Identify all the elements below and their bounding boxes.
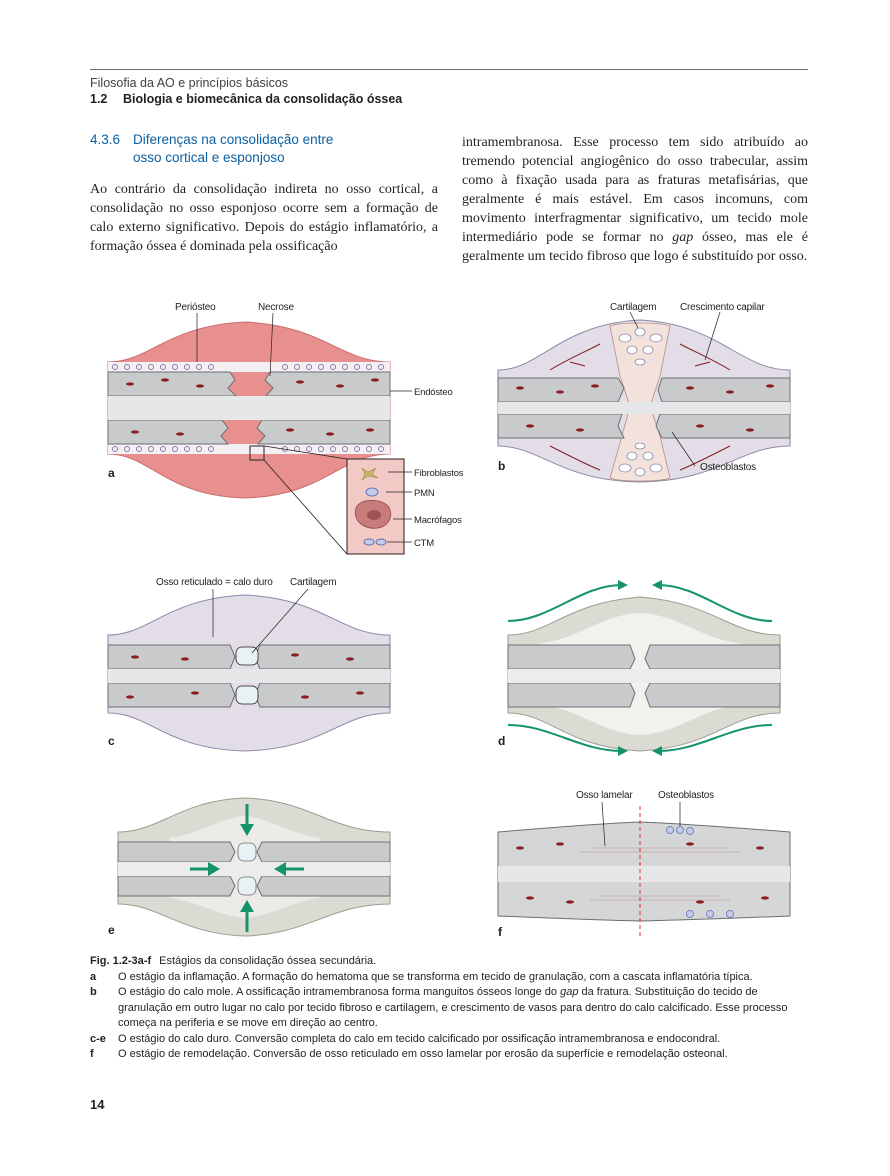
body-column-left: Ao contrário da consolidação indireta no osso cortical, a consolidação no osso esponjoso ocorre sem a formação de calo externo significativo. Depois do estágio inflamatório, a formação óssea é dominada pela ossificação bbox=[90, 182, 438, 254]
pmn-cell bbox=[366, 488, 378, 496]
cortex-right-top bbox=[658, 378, 790, 402]
caption-key-ce: c-e bbox=[90, 1032, 106, 1045]
cortex-right-bottom bbox=[656, 414, 790, 438]
body-text-part1: intramembranosa. Esse processo tem sido atribuído ao tremendo potencial angiogênico do osso trabecular, assim como à fixação usada para as fraturas metafisárias, que geralmente é mais estável. Em casos incomuns, com movimento interfragmentar significativo, um tecido mole intermediário pode se formar no bbox=[462, 135, 808, 245]
body-text-gap-term: gap bbox=[672, 230, 694, 245]
ctm-cell-2 bbox=[376, 539, 386, 545]
cortex-left-bottom bbox=[508, 683, 635, 707]
caption-fig-label: Fig. 1.2-3a-f bbox=[90, 955, 152, 967]
panel-e-consolidation-diagram bbox=[90, 794, 430, 940]
label-endosteo: Endósteo bbox=[414, 387, 453, 398]
medullary-canal bbox=[498, 866, 790, 882]
panel-e-letter: e bbox=[108, 923, 115, 937]
cortex-left-bottom bbox=[498, 414, 624, 438]
caption-row-f bbox=[90, 1047, 810, 1063]
cortex-left-bottom bbox=[108, 420, 228, 444]
panel-f-letter: f bbox=[498, 925, 502, 939]
cortex-left-top bbox=[108, 645, 235, 669]
cortex-left-top bbox=[508, 645, 635, 669]
cortex-left-bottom bbox=[118, 876, 235, 896]
label-osso-lamelar: Osso lamelar bbox=[576, 790, 633, 801]
label-fibroblastos: Fibroblastos bbox=[414, 468, 464, 479]
cortex-right-top bbox=[255, 645, 390, 669]
caption-text-b-part1: O estágio do calo mole. A ossificação intramembranosa forma manguitos ósseos longe do bbox=[118, 986, 561, 998]
label-osso-reticulado: Osso reticulado = calo duro bbox=[156, 577, 273, 588]
caption-key-f: f bbox=[90, 1048, 94, 1060]
panel-b-soft-callus-diagram bbox=[490, 296, 810, 486]
body-text-part2: ósseo, mas ele é geralmente um tecido fibroso que logo é substituído por osso. bbox=[462, 230, 808, 264]
medullary-canal bbox=[108, 396, 390, 420]
panel-f-remodeling-diagram bbox=[490, 786, 810, 942]
cartilage-island-bottom bbox=[236, 686, 258, 704]
arrow-icon bbox=[652, 580, 662, 590]
cortex-right-top bbox=[257, 842, 390, 862]
cortex-right-top bbox=[645, 645, 780, 669]
cortex-left-top bbox=[498, 378, 624, 402]
caption-text-ce: O estágio do calo duro. Conversão completa do calo em tecido calcificado por ossificação intramembranosa e endocondral. bbox=[118, 1032, 721, 1045]
label-osteoblastos: Osteoblastos bbox=[658, 790, 714, 801]
cortex-left-top bbox=[118, 842, 235, 862]
caption-text-b-part2: da fratura. Substituição do tecido de granulação em outro lugar no calo por tecido fibroso e cartilagem, e crescimento de vasos para dentro do calo calcificado. Esse processo começa na periferia e se move em direção ao centro. bbox=[118, 986, 788, 1029]
panel-d-hard-callus-remodel-diagram bbox=[490, 573, 810, 753]
chapter-number: 1.2 bbox=[90, 92, 108, 106]
label-ctm: CTM bbox=[414, 538, 434, 549]
page-number: 14 bbox=[90, 1097, 105, 1112]
arrow-icon bbox=[618, 580, 628, 590]
caption-row-ce bbox=[90, 1032, 810, 1048]
medullary-canal bbox=[118, 862, 390, 876]
label-pmn: PMN bbox=[414, 488, 435, 499]
macrophage-nucleus bbox=[367, 510, 381, 520]
label-cartilagem: Cartilagem bbox=[290, 577, 337, 588]
panel-c-letter: c bbox=[108, 734, 115, 748]
cortex-right-bottom bbox=[257, 876, 390, 896]
cortex-right-top bbox=[265, 372, 390, 396]
gap-island-top bbox=[238, 843, 256, 861]
caption-text-b bbox=[118, 985, 810, 1032]
ctm-cell bbox=[364, 539, 374, 545]
label-necrose: Necrose bbox=[258, 302, 294, 313]
section-heading bbox=[90, 131, 333, 167]
label-periosteo: Periósteo bbox=[175, 302, 216, 313]
panel-c-hard-callus-diagram bbox=[90, 573, 430, 753]
section-title-line1: Diferenças na consolidação entre bbox=[133, 132, 334, 147]
medullary-canal bbox=[508, 669, 780, 683]
caption-key-a: a bbox=[90, 970, 97, 983]
gap-island-bottom bbox=[238, 877, 256, 895]
panel-a-letter: a bbox=[108, 466, 115, 480]
caption-row-b bbox=[90, 985, 810, 1032]
cortex-left-bottom bbox=[108, 683, 235, 707]
panel-b-letter: b bbox=[498, 459, 506, 473]
caption-row-a bbox=[90, 970, 810, 986]
caption-title-row bbox=[90, 954, 810, 970]
cortex-right-bottom bbox=[257, 420, 390, 444]
label-crescimento-capilar: Crescimento capilar bbox=[680, 302, 765, 313]
section-title-line2: osso cortical e esponjoso bbox=[133, 150, 285, 165]
caption-fig-title: Estágios da consolidação óssea secundária. bbox=[159, 955, 377, 967]
label-osteoblastos: Osteoblastos bbox=[700, 462, 756, 473]
panel-d-letter: d bbox=[498, 734, 506, 748]
label-macrofagos: Macrófagos bbox=[414, 515, 462, 526]
medullary-canal bbox=[498, 402, 790, 414]
medullary-canal bbox=[108, 669, 390, 683]
caption-key-b: b bbox=[90, 986, 97, 998]
cortex-right-bottom bbox=[645, 683, 780, 707]
section-number: 4.3.6 bbox=[90, 132, 121, 147]
cortex-right-bottom bbox=[255, 683, 390, 707]
body-column-right bbox=[462, 133, 808, 266]
header-rule bbox=[90, 69, 808, 70]
figure-caption bbox=[90, 954, 810, 1063]
label-cartilagem: Cartilagem bbox=[610, 302, 657, 313]
panel-a-inflammation-diagram bbox=[90, 296, 464, 561]
chapter-title: Biologia e biomecânica da consolidação óssea bbox=[123, 92, 403, 106]
caption-text-f: O estágio de remodelação. Conversão de osso reticulado em osso lamelar por erosão da superfície e remodelação osteonal. bbox=[118, 1048, 728, 1060]
caption-text-b-gap: gap bbox=[560, 986, 579, 998]
running-header-book-title: Filosofia da AO e princípios básicos bbox=[90, 76, 289, 90]
running-header-chapter bbox=[90, 92, 402, 106]
caption-text-a: O estágio da inflamação. A formação do hematoma que se transforma em tecido de granulação, com a cascata inflamatória típica. bbox=[118, 970, 753, 983]
